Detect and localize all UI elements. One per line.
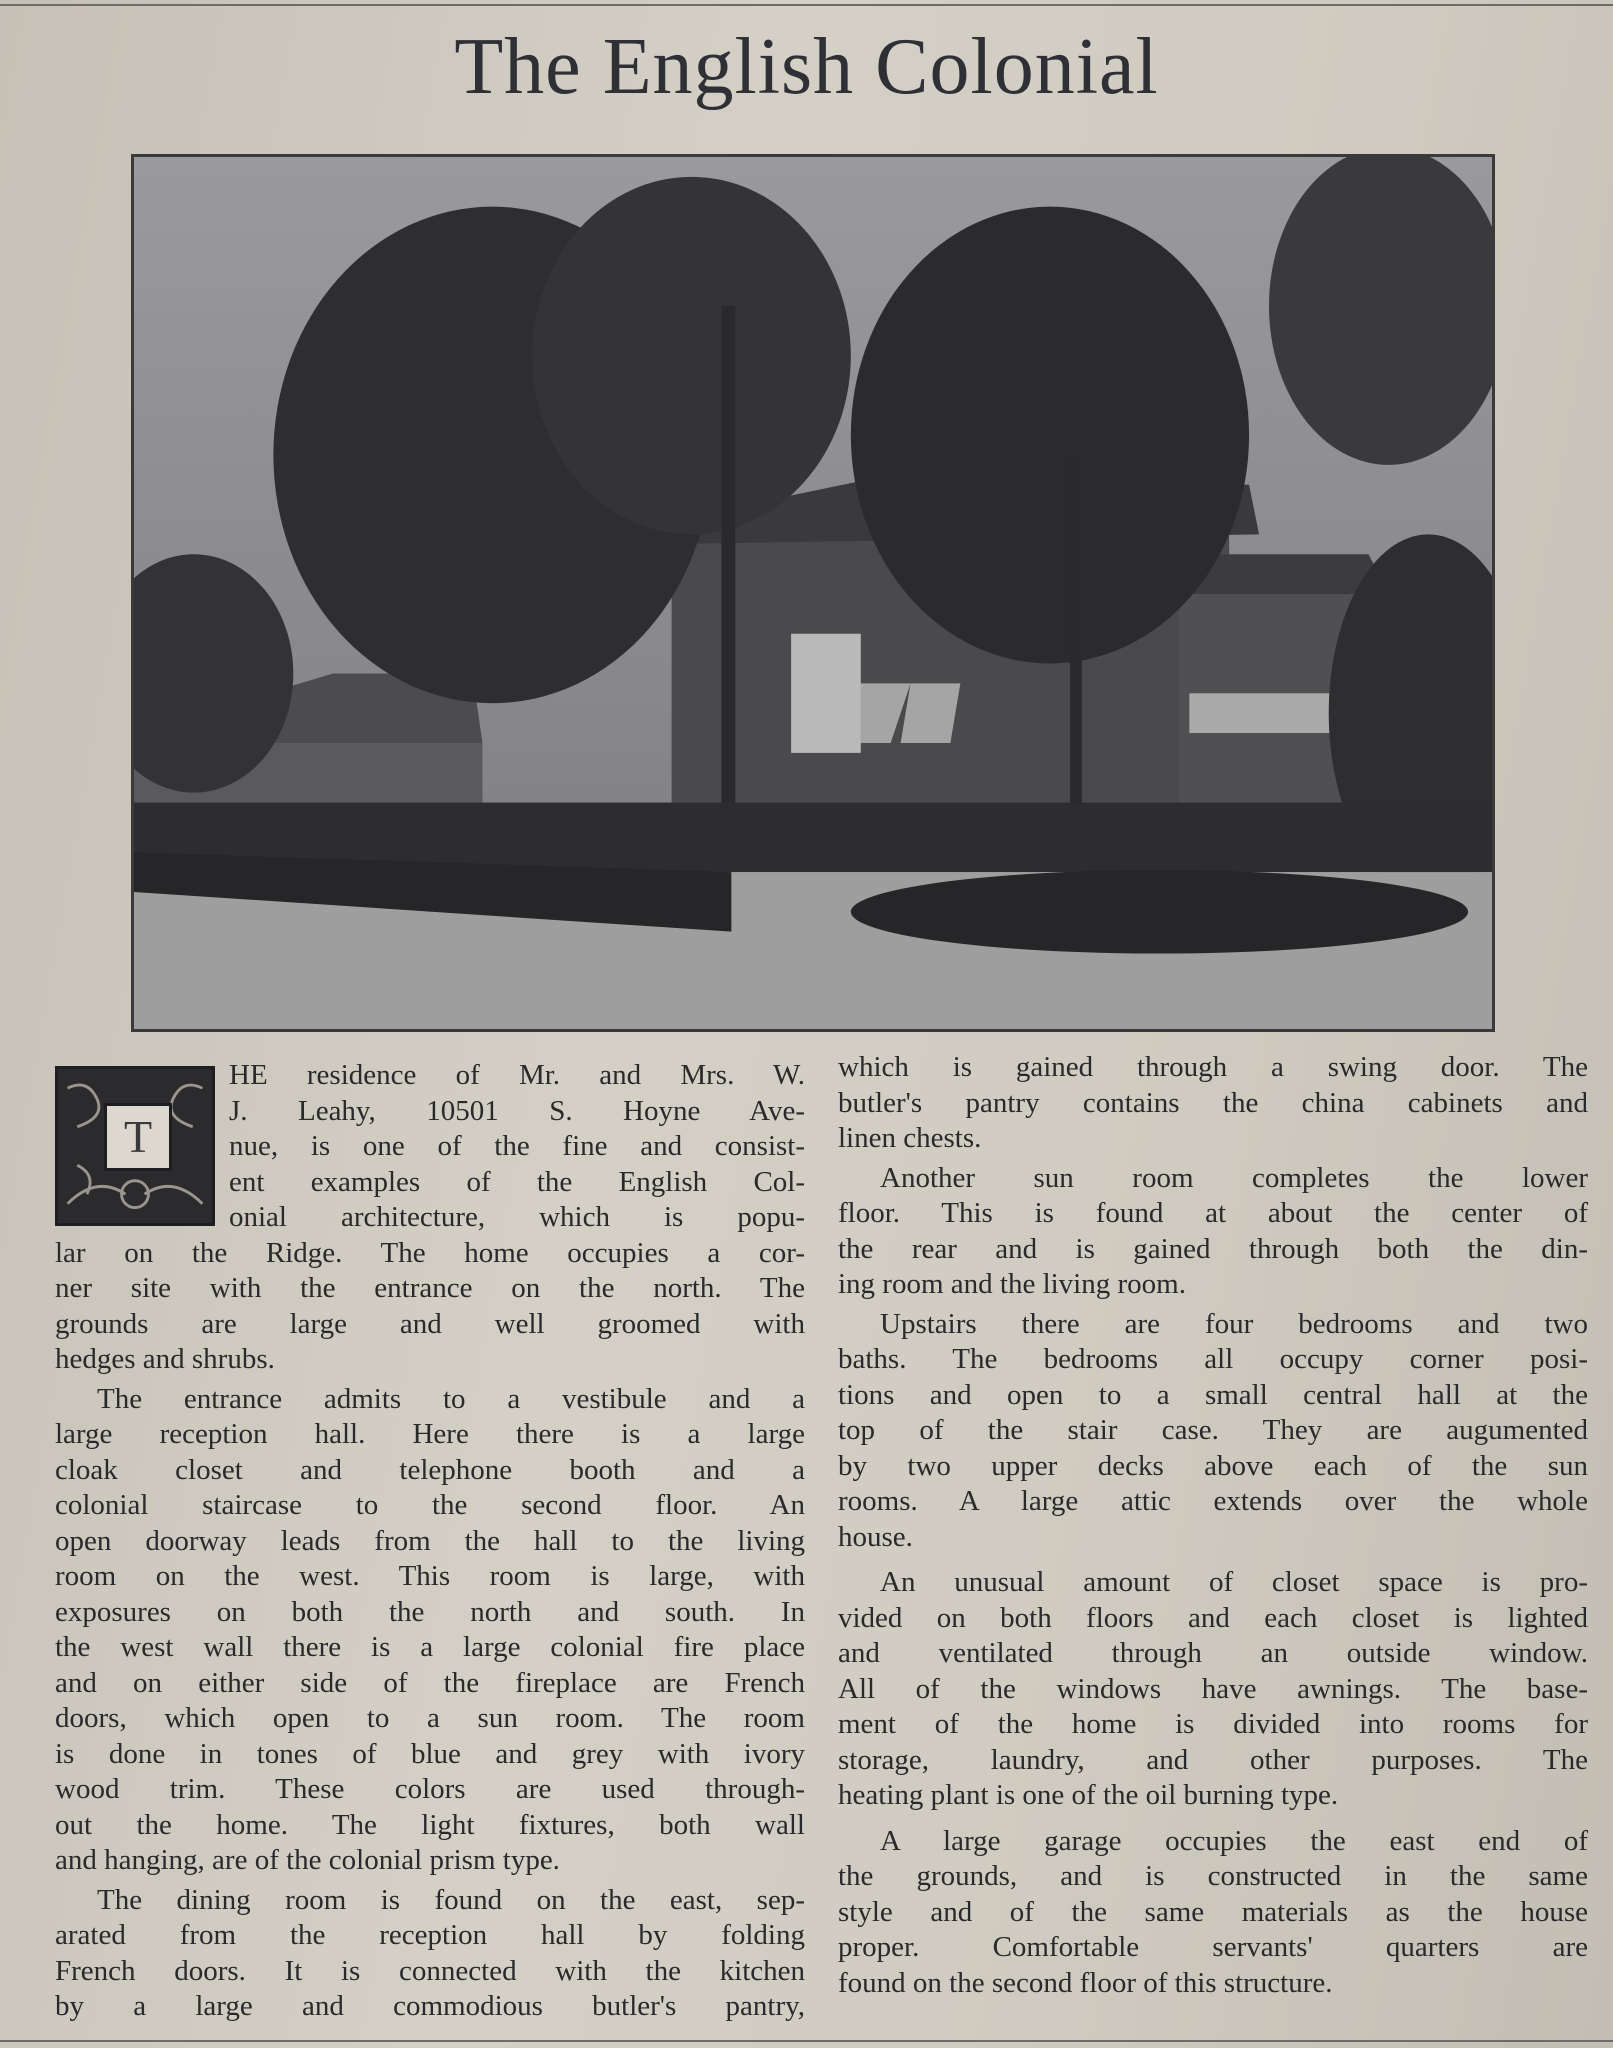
text-line: by two upper decks above each of the sun: [838, 1449, 1588, 1482]
text-line: The dining room is found on the east, sep-: [97, 1883, 805, 1916]
text-line: large reception hall. Here there is a large: [55, 1418, 805, 1450]
text-line: baths. The bedrooms all occupy corner posi-: [838, 1343, 1588, 1375]
text-line: the west wall there is a large colonial fire place: [55, 1631, 805, 1663]
text-line: nue, is one of the fine and consist-: [229, 1130, 805, 1162]
text-line: ent examples of the English Col-: [229, 1165, 805, 1198]
decorative-drop-cap: [55, 1066, 215, 1226]
text-line: onial architecture, which is popu-: [229, 1201, 805, 1233]
text-line: top of the stair case. They are augumented: [838, 1414, 1588, 1446]
house-photograph: [131, 154, 1495, 1032]
text-line: house.: [838, 1520, 913, 1553]
text-line: Upstairs there are four bedrooms and two: [880, 1307, 1588, 1340]
text-line: and ventilated through an outside window.: [838, 1637, 1588, 1669]
top-rule: [0, 4, 1613, 6]
text-line: ner site with the entrance on the north. The: [55, 1272, 805, 1304]
text-line: linen chests.: [838, 1122, 982, 1154]
article-paragraph: [838, 1565, 1588, 1814]
right-column: [838, 1050, 1588, 2005]
text-line: hedges and shrubs.: [55, 1343, 275, 1375]
text-line: which is gained through a swing door. The: [838, 1051, 1588, 1083]
text-line: found on the second floor of this structure.: [838, 1966, 1333, 1999]
text-line: by a large and commodious butler's pantry,: [55, 1990, 805, 2022]
text-line: cloak closet and telephone booth and a: [55, 1453, 805, 1486]
article-paragraph: [838, 1050, 1588, 1157]
article-title: The English Colonial: [454, 23, 1159, 111]
text-line: floor. This is found at about the center of: [838, 1197, 1588, 1229]
text-line: ment of the home is divided into rooms for: [838, 1708, 1588, 1740]
text-line: J. Leahy, 10501 S. Hoyne Ave-: [229, 1094, 805, 1127]
text-line: the grounds, and is constructed in the same: [838, 1860, 1588, 1892]
text-line: Another sun room completes the lower: [880, 1161, 1588, 1194]
text-line: open doorway leads from the hall to the living: [55, 1524, 805, 1557]
article-paragraph: [55, 1883, 805, 2025]
text-line: wood trim. These colors are used through-: [55, 1773, 805, 1805]
text-line: A large garage occupies the east end of: [880, 1824, 1588, 1857]
text-line: lar on the Ridge. The home occupies a cor-: [55, 1236, 805, 1269]
text-line: the rear and is gained through both the din-: [838, 1232, 1588, 1265]
text-line: storage, laundry, and other purposes. The: [838, 1743, 1588, 1776]
text-line: out the home. The light fixtures, both wall: [55, 1808, 805, 1841]
left-column: [55, 1058, 805, 2029]
text-line: colonial staircase to the second floor. An: [55, 1489, 805, 1521]
article-paragraph: [838, 1307, 1588, 1556]
article-paragraph: [838, 1824, 1588, 2002]
text-line: All of the windows have awnings. The base-: [838, 1672, 1588, 1705]
text-line: exposures on both the north and south. In: [55, 1595, 805, 1628]
text-line: HE residence of Mr. and Mrs. W.: [229, 1059, 805, 1091]
text-line: and on either side of the fireplace are French: [55, 1666, 805, 1699]
drop-cap-letter: T: [104, 1103, 172, 1171]
text-line: vided on both floors and each closet is lighted: [838, 1601, 1588, 1634]
text-line: is done in tones of blue and grey with ivory: [55, 1737, 805, 1770]
bottom-rule: [0, 2040, 1613, 2042]
text-line: French doors. It is connected with the kitchen: [55, 1954, 805, 1987]
text-line: doors, which open to a sun room. The room: [55, 1702, 805, 1734]
text-line: style and of the same materials as the house: [838, 1895, 1588, 1928]
text-line: An unusual amount of closet space is pro-: [880, 1566, 1588, 1598]
text-line: butler's pantry contains the china cabinets and: [838, 1086, 1588, 1119]
text-line: heating plant is one of the oil burning type.: [838, 1779, 1339, 1811]
text-line: rooms. A large attic extends over the whole: [838, 1485, 1588, 1517]
text-line: grounds are large and well groomed with: [55, 1307, 805, 1340]
text-line: The entrance admits to a vestibule and a: [97, 1382, 805, 1415]
text-line: room on the west. This room is large, with: [55, 1560, 805, 1592]
article-paragraph: [55, 1382, 805, 1879]
text-line: arated from the reception hall by folding: [55, 1919, 805, 1951]
text-line: ing room and the living room.: [838, 1268, 1186, 1300]
text-line: tions and open to a small central hall at the: [838, 1378, 1588, 1411]
text-line: proper. Comfortable servants' quarters are: [838, 1931, 1588, 1963]
article-paragraph: [838, 1161, 1588, 1303]
text-line: and hanging, are of the colonial prism type.: [55, 1844, 560, 1876]
